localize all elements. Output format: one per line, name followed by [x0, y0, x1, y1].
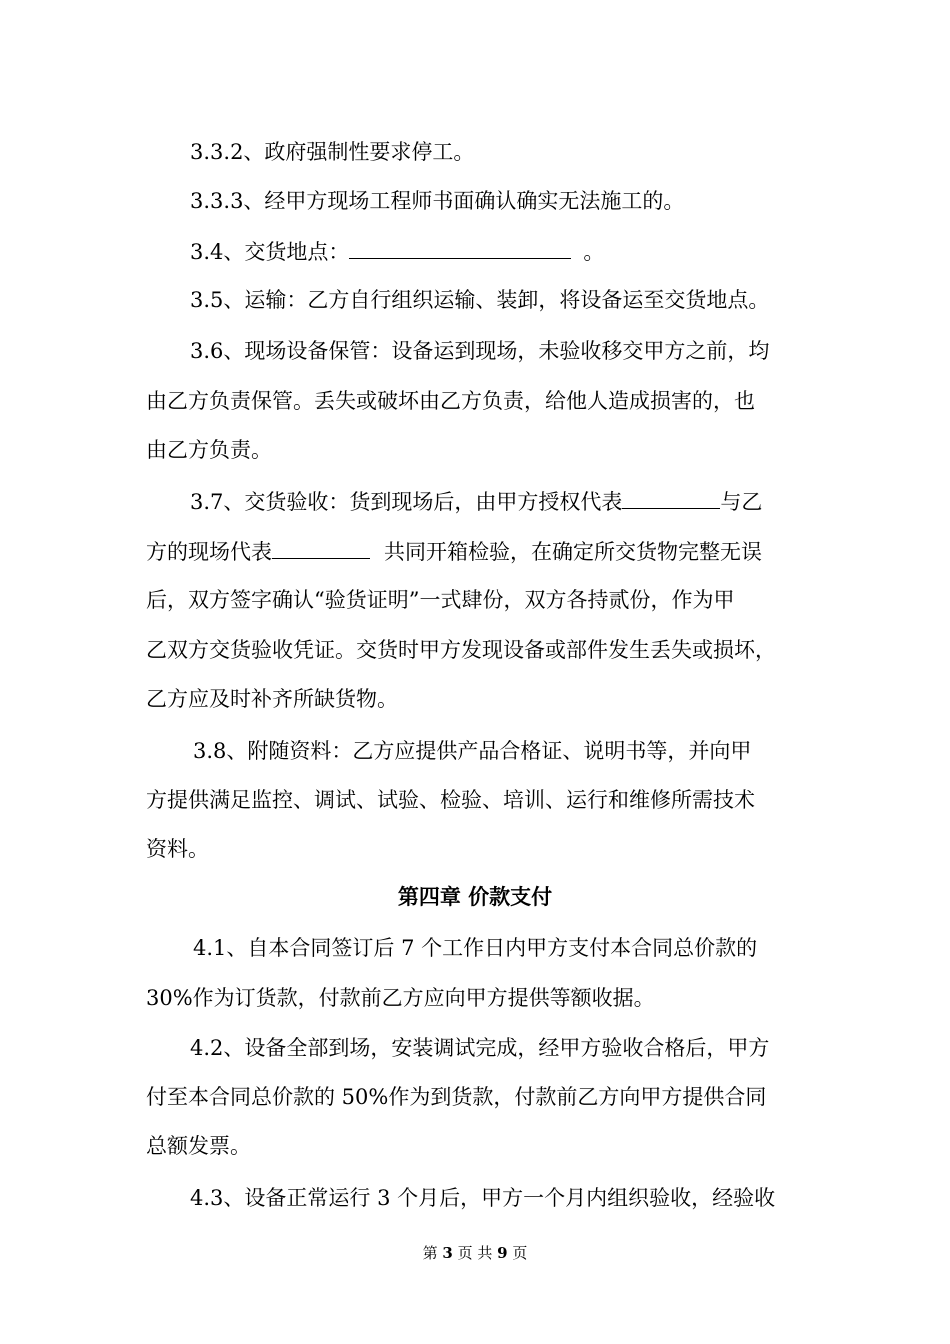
clause-3-7-line1-text: 3.7、交货验收：货到现场后，由甲方授权代表	[190, 490, 623, 514]
clause-3-7-line1-end: 与乙	[720, 490, 763, 514]
clause-3-3-2: 3.3.2、政府强制性要求停工。	[190, 140, 475, 164]
clause-3-4-label: 3.4、交货地点：	[190, 240, 350, 264]
delivery-location-blank	[349, 236, 571, 259]
clause-4-1-line2: 30%作为订货款，付款前乙方应向甲方提供等额收据。	[146, 986, 655, 1010]
clause-4-3-line1: 4.3、设备正常运行 3 个月后，甲方一个月内组织验收，经验收	[190, 1186, 776, 1210]
clause-3-7-line3: 后，双方签字确认“验货证明”一式肆份，双方各持贰份，作为甲	[146, 588, 735, 612]
clause-3-6-line3: 由乙方负责。	[146, 438, 272, 462]
clause-3-4	[190, 236, 604, 267]
clause-3-3-3: 3.3.3、经甲方现场工程师书面确认确实无法施工的。	[190, 189, 685, 213]
clause-3-7-line1	[190, 486, 762, 517]
footer-middle: 页 共	[452, 1244, 498, 1262]
party-b-representative-blank	[272, 536, 370, 559]
clause-3-7-line2	[146, 536, 762, 567]
clause-3-8-line3: 资料。	[146, 837, 209, 861]
clause-3-5: 3.5、运输：乙方自行组织运输、装卸，将设备运至交货地点。	[190, 288, 770, 312]
clause-3-8-line1: 3.8、附随资料：乙方应提供产品合格证、说明书等，并向甲	[193, 739, 752, 763]
footer-prefix: 第	[422, 1244, 443, 1262]
clause-4-2-line2: 付至本合同总价款的 50%作为到货款，付款前乙方向甲方提供合同	[146, 1085, 767, 1109]
chapter-4-heading: 第四章 价款支付	[397, 884, 553, 909]
clause-4-2-line3: 总额发票。	[146, 1134, 251, 1158]
current-page-number: 3	[442, 1244, 453, 1262]
clause-3-6-line1: 3.6、现场设备保管：设备运到现场，未验收移交甲方之前，均	[190, 339, 770, 363]
clause-3-8-line2: 方提供满足监控、调试、试验、检验、培训、运行和维修所需技术	[146, 788, 755, 812]
footer-suffix: 页	[507, 1244, 528, 1262]
clause-3-6-line2: 由乙方负责保管。丢失或破坏由乙方负责，给他人造成损害的，也	[146, 389, 755, 413]
party-a-representative-blank	[622, 486, 720, 509]
clause-3-4-end: 。	[583, 240, 605, 264]
clause-3-7-line2-end: 共同开箱检验，在确定所交货物完整无误	[384, 540, 762, 564]
clause-3-7-line4: 乙双方交货验收凭证。交货时甲方发现设备或部件发生丢失或损坏，	[146, 638, 776, 662]
clause-3-7-line5: 乙方应及时补齐所缺货物。	[146, 687, 398, 711]
clause-4-2-line1: 4.2、设备全部到场，安装调试完成，经甲方验收合格后，甲方	[190, 1036, 770, 1060]
total-page-number: 9	[497, 1244, 508, 1262]
clause-3-7-line2-text: 方的现场代表	[146, 540, 272, 564]
clause-4-1-line1: 4.1、自本合同签订后 7 个工作日内甲方支付本合同总价款的	[193, 936, 758, 960]
page-footer	[0, 1243, 950, 1263]
